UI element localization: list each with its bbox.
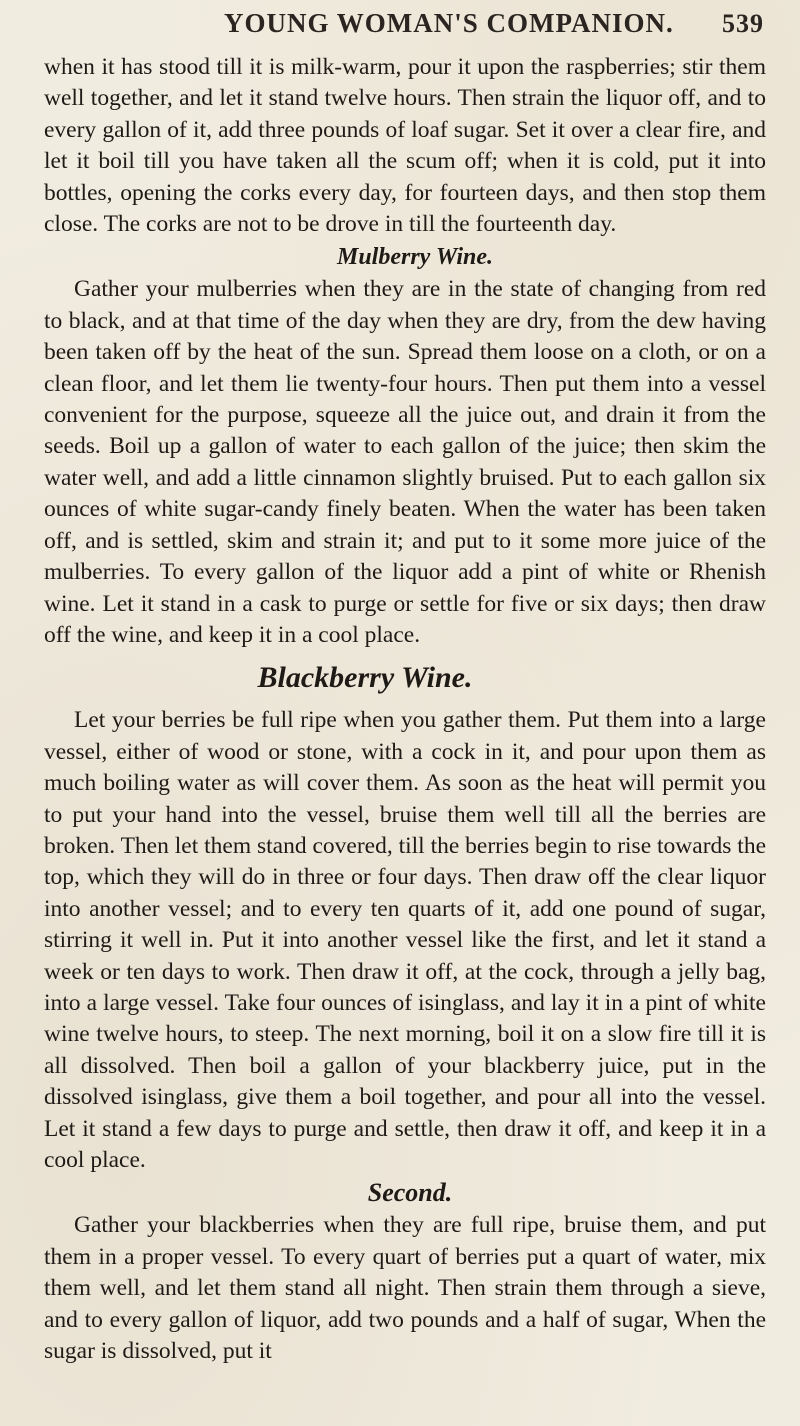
mulberry-wine-heading: Mulberry Wine. — [336, 244, 494, 271]
running-title: YOUNG WOMAN'S COMPANION. — [224, 8, 674, 38]
blackberry-wine-paragraph: Let your berries be full ripe when you gather them. Put them into a large vessel, either of wood or stone, with a cock in it, and pour upon them as much boiling water as will cover them. As soon as the heat will permit you to put your hand into the vessel, bruise them well till all the berries are broken. Then let them stand covered, till the berries begin to rise towards the top, which they will do in three or four days. Then draw off the clear liquor into another vessel; and to every ten quarts of it, add one pound of sugar, stirring it well in. Put it into another vessel like the first, and let it stand a week or ten days to work. Then draw it off, at the cock, through a jelly bag, into a large vessel. Take four ounces of isinglass, and lay it in a pint of white wine twelve hours, to steep. The next morning, boil it on a slow fire till it is all dissolved. Then boil a gallon of your blackberry juice, put in the dissolved isinglass, give them a boil together, and pour all into the vessel. Let it stand a few days to purge and settle, then draw it off, and keep it in a cool place. — [44, 707, 766, 1173]
second-recipe-paragraph: Gather your blackberries when they are full ripe, bruise them, and put them in a proper vessel. To every quart of berries put a quart of water, mix them well, and let them stand all night. Then strain them through a sieve, and to every gallon of liquor, add two pounds and a half of sugar, When the sugar is dissolved, put it — [44, 1212, 766, 1365]
page-number: 539 — [722, 9, 764, 38]
running-head — [44, 8, 766, 52]
second-recipe-heading: Second. — [367, 1178, 453, 1208]
blackberry-wine-heading: Blackberry Wine. — [257, 661, 473, 695]
mulberry-wine-paragraph: Gather your mulberries when they are in the state of changing from red to black, and at that time of the day when they are dry, from the dew having been taken off by the heat of the sun. Spread them loose on a cloth, or on a clean floor, and let them lie twenty-four hours. Then put them into a vessel convenient for the purpose, squeeze all the juice out, and drain it from the seeds. Boil up a gallon of water to each gallon of the juice; then skim the water well, and add a little cinnamon slightly bruised. Put to each gallon six ounces of white sugar-candy finely beaten. When the water has been taken off, and is settled, skim and strain it; and put to it some more juice of the mulberries. To every gallon of the liquor add a pint of white or Rhenish wine. Let it stand in a cask to purge or settle for five or six days; then draw off the wine, and keep it in a cool place. — [44, 276, 766, 648]
intro-paragraph: when it has stood till it is milk-warm, pour it upon the raspberries; stir them well together, and let it stand twelve hours. Then strain the liquor off, and to every gallon of it, add three pounds of loaf sugar. Set it over a clear fire, and let it boil till you have taken all the scum off; when it is cold, put it into bottles, opening the corks every day, for fourteen days, and then stop them close. The corks are not to be drove in till the fourteenth day. — [44, 54, 766, 238]
body-text — [44, 52, 766, 1367]
